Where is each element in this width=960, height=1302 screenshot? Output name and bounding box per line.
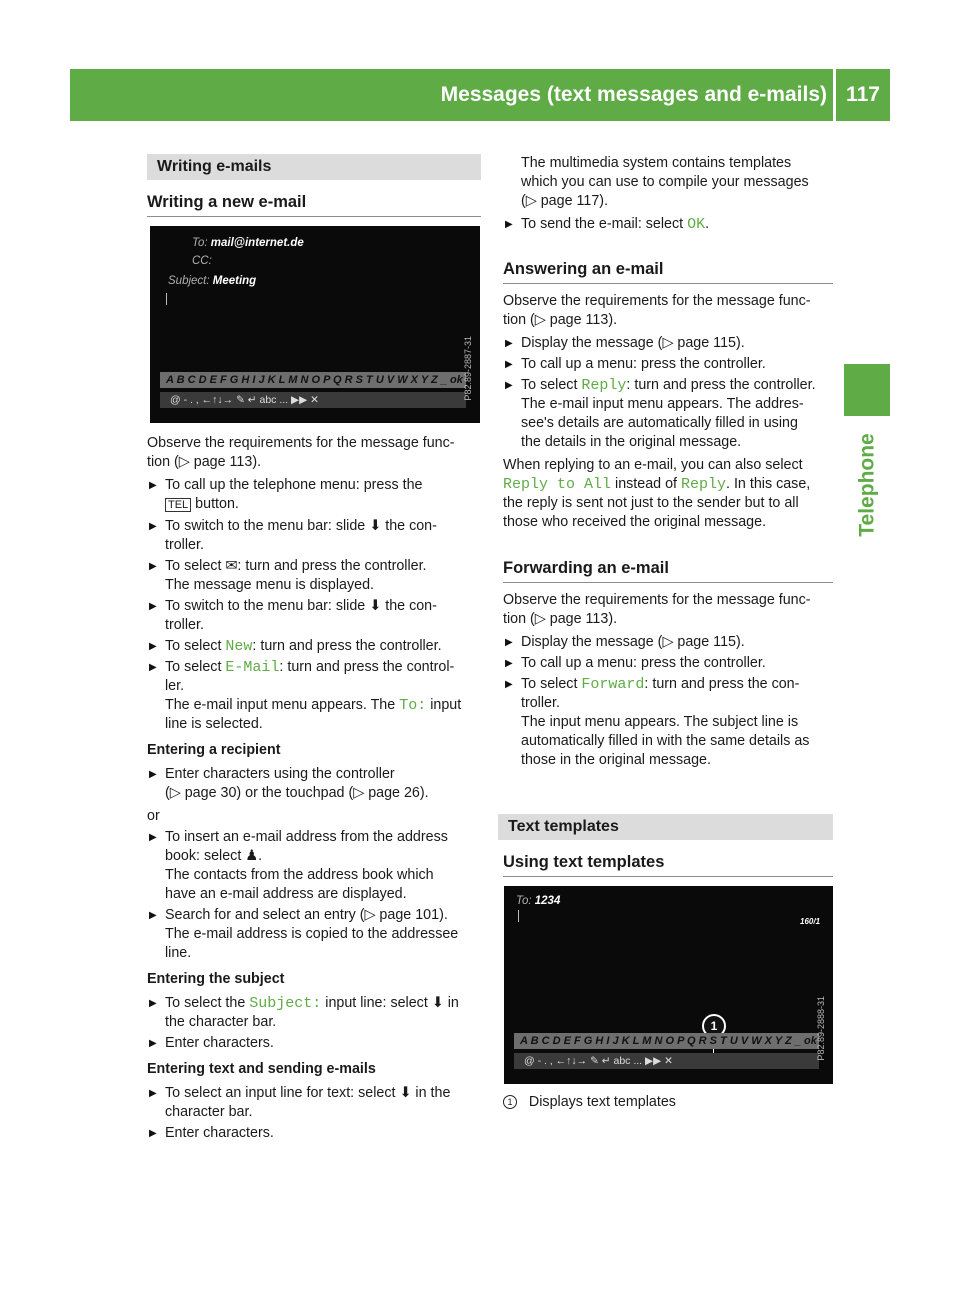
- section-heading: Writing a new e-mail: [147, 193, 307, 211]
- section-banner-templates: Text templates: [498, 814, 833, 840]
- callout-marker: 1: [702, 1014, 726, 1038]
- contacts-icon: ♟: [245, 848, 259, 864]
- text-cursor: [518, 910, 519, 922]
- to-value: mail@internet.de: [210, 237, 304, 249]
- heading-templates: Using text templates: [503, 853, 665, 871]
- down-arrow-icon: ⬇: [431, 995, 444, 1011]
- step-search-entry: ▶ Search for and select an entry (▷ page 101). The e-mail address is copied to the addressee line.: [147, 906, 481, 963]
- section-tab-marker: [844, 364, 890, 416]
- reply-all-note: When replying to an e-mail, you can also select Reply to All instead of Reply. In this case, the reply is sent not just to the sender but to all those who received the original message.: [503, 457, 811, 530]
- char-counter: 160/1: [800, 917, 821, 926]
- heading-rule: [503, 283, 833, 284]
- section-tab-label: Telephone: [855, 433, 879, 537]
- screenshot-text-templates: [504, 886, 833, 1084]
- symbol-bar: @ - . , ←↑↓→ ✎ ↵ abc ... ▶▶ ✕: [514, 1053, 819, 1069]
- character-bar: A B C D E F G H I J K L M N O P Q R S T U V W X Y Z _ ok: [160, 372, 466, 388]
- step-select-reply: ▶ To select Reply: turn and press the controller. The e-mail input menu appears. The addres- see's details are automatically filled in using the details in the original message.: [503, 376, 837, 452]
- step-menu-bar: ▶ To switch to the menu bar: slide ⬇ the con- troller.: [147, 517, 481, 555]
- heading-rule: [147, 216, 481, 217]
- controller-slide-icon: ⬇: [369, 518, 382, 534]
- section-banner: Writing e-mails: [147, 154, 481, 180]
- subheading-recipient: Entering a recipient: [147, 742, 281, 758]
- step-select-input-line: ▶ To select an input line for text: select ⬇ in the character bar.: [147, 1084, 481, 1122]
- keyword-new: New: [225, 638, 253, 655]
- section-tab: [844, 420, 890, 550]
- keyword-forward: Forward: [581, 676, 645, 693]
- templates-note: The multimedia system contains templates which you can use to compile your messages (▷ page 117).: [521, 155, 809, 209]
- step-display-message-2: ▶ Display the message (▷ page 115).: [503, 633, 837, 652]
- keyword-ok: OK: [687, 216, 706, 233]
- or-text: or: [147, 808, 160, 824]
- step-select-email: ▶ To select E-Mail: turn and press the control- ler. The e-mail input menu appears. The To: input line is selected.: [147, 658, 481, 734]
- page-number: 117: [846, 83, 880, 106]
- step-select-new: ▶ To select New: turn and press the controller.: [147, 637, 481, 656]
- step-enter-chars-2: ▶ Enter characters.: [147, 1124, 481, 1143]
- step-call-menu-2: ▶ To call up a menu: press the controller.: [503, 654, 837, 673]
- step-address-book: ▶ To insert an e-mail address from the address book: select ♟. The contacts from the address book which have an e-mail address are displayed.: [147, 828, 481, 904]
- legend: [503, 1093, 837, 1112]
- subject-label: Subject:: [168, 275, 210, 287]
- step-select-subject: ▶ To select the Subject: input line: select ⬇ in the character bar.: [147, 994, 481, 1032]
- tel-key-icon: TEL: [165, 498, 191, 512]
- cc-label: CC:: [192, 255, 212, 267]
- to-value: 1234: [534, 895, 561, 907]
- forwarding-body: [503, 591, 837, 770]
- image-id: P82.89-2888-31: [816, 996, 826, 1061]
- to-label: To:: [516, 895, 532, 907]
- text-cursor: [166, 293, 167, 305]
- envelope-icon: ✉: [225, 558, 238, 574]
- to-label: To:: [192, 237, 208, 249]
- heading-rule: [503, 582, 833, 583]
- intro-line: Observe the requirements for the message func- tion (▷ page 113).: [147, 435, 455, 470]
- screenshot-new-email: [150, 226, 480, 423]
- step-select-forward: ▶ To select Forward: turn and press the con- troller. The input menu appears. The subject line is automatically filled in with the same details as those in the original message.: [503, 675, 837, 770]
- subheading-subject: Entering the subject: [147, 971, 285, 987]
- step-enter-chars: ▶ Enter characters.: [147, 1034, 481, 1053]
- keyword-reply-to-all: Reply to All: [503, 476, 612, 493]
- step-enter-characters: ▶ Enter characters using the controller (▷ page 30) or the touchpad (▷ page 26).: [147, 765, 481, 803]
- keyword-subject: Subject:: [249, 995, 322, 1012]
- keyword-reply: Reply: [681, 476, 727, 493]
- answering-body: [503, 292, 837, 532]
- step-select-message: ▶ To select ✉: turn and press the controller. The message menu is displayed.: [147, 557, 481, 595]
- answer-intro: Observe the requirements for the message func- tion (▷ page 113).: [503, 293, 811, 328]
- left-body: [147, 434, 481, 1143]
- callout-number: 1: [503, 1095, 517, 1109]
- step-call-menu: ▶ To call up a menu: press the controller.: [503, 355, 837, 374]
- keyword-email: E-Mail: [225, 659, 280, 676]
- heading-forwarding: Forwarding an e-mail: [503, 559, 669, 577]
- step-menu-bar-2: ▶ To switch to the menu bar: slide ⬇ the con- troller.: [147, 597, 481, 635]
- symbol-bar: @ - . , ←↑↓→ ✎ ↵ abc ... ▶▶ ✕: [160, 392, 466, 408]
- subheading-text-send: Entering text and sending e-mails: [147, 1061, 376, 1077]
- page-title: Messages (text messages and e-mails): [440, 83, 827, 106]
- controller-slide-icon: ⬇: [369, 598, 382, 614]
- character-bar: A B C D E F G H I J K L M N O P Q R S T U V W X Y Z _ ok: [514, 1033, 819, 1049]
- down-arrow-icon: ⬇: [399, 1085, 412, 1101]
- keyword-to: To:: [399, 697, 427, 714]
- heading-rule: [503, 876, 833, 877]
- legend-item: 1 Displays text templates: [503, 1093, 837, 1112]
- right-top: [503, 154, 837, 234]
- heading-answering: Answering an e-mail: [503, 260, 664, 278]
- step-send: ▶ To send the e-mail: select OK.: [503, 215, 837, 234]
- step-display-message: ▶ Display the message (▷ page 115).: [503, 334, 837, 353]
- subject-value: Meeting: [212, 275, 257, 287]
- keyword-reply: Reply: [581, 377, 627, 394]
- image-id: P82.89-2887-31: [463, 336, 473, 401]
- forward-intro: Observe the requirements for the message func- tion (▷ page 113).: [503, 592, 811, 627]
- step-telephone-menu: ▶ To call up the telephone menu: press the TEL button.: [147, 476, 481, 515]
